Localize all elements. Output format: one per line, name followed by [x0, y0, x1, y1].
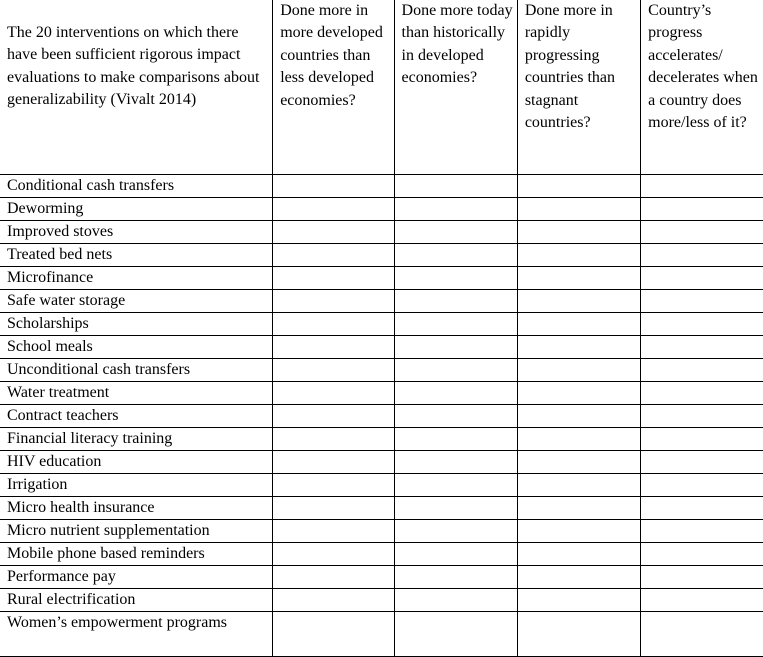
- empty-cell: [517, 197, 640, 220]
- empty-cell: [517, 427, 640, 450]
- empty-cell: [641, 450, 763, 473]
- empty-cell: [273, 266, 394, 289]
- intervention-name: Safe water storage: [0, 289, 273, 312]
- intervention-name: Improved stoves: [0, 220, 273, 243]
- empty-cell: [517, 381, 640, 404]
- empty-cell: [273, 473, 394, 496]
- table-row: [0, 565, 763, 588]
- empty-cell: [517, 565, 640, 588]
- table-row: [0, 404, 763, 427]
- empty-cell: [394, 197, 517, 220]
- intervention-name: Water treatment: [0, 381, 273, 404]
- empty-cell: [641, 289, 763, 312]
- empty-cell: [641, 381, 763, 404]
- empty-cell: [517, 611, 640, 656]
- empty-cell: [394, 358, 517, 381]
- empty-cell: [394, 289, 517, 312]
- empty-cell: [394, 496, 517, 519]
- empty-cell: [273, 220, 394, 243]
- empty-cell: [394, 335, 517, 358]
- intervention-name: Mobile phone based reminders: [0, 542, 273, 565]
- empty-cell: [394, 404, 517, 427]
- intervention-name: Microfinance: [0, 266, 273, 289]
- empty-cell: [273, 565, 394, 588]
- empty-cell: [641, 404, 763, 427]
- empty-cell: [273, 496, 394, 519]
- empty-cell: [273, 588, 394, 611]
- table-row: [0, 427, 763, 450]
- empty-cell: [641, 611, 763, 656]
- empty-cell: [394, 220, 517, 243]
- empty-cell: [394, 519, 517, 542]
- intervention-name: Micro health insurance: [0, 496, 273, 519]
- empty-cell: [641, 197, 763, 220]
- intervention-name: Unconditional cash transfers: [0, 358, 273, 381]
- empty-cell: [394, 542, 517, 565]
- intervention-name: Contract teachers: [0, 404, 273, 427]
- empty-cell: [273, 381, 394, 404]
- header-row: [0, 0, 763, 174]
- intervention-name: Financial literacy training: [0, 427, 273, 450]
- intervention-name: HIV education: [0, 450, 273, 473]
- empty-cell: [517, 266, 640, 289]
- empty-cell: [273, 427, 394, 450]
- empty-cell: [641, 335, 763, 358]
- empty-cell: [641, 427, 763, 450]
- header-developed-vs-less: Done more in more developed countries than less developed economies?: [273, 0, 394, 174]
- empty-cell: [517, 243, 640, 266]
- empty-cell: [394, 565, 517, 588]
- empty-cell: [641, 358, 763, 381]
- intervention-name: School meals: [0, 335, 273, 358]
- table-row: [0, 496, 763, 519]
- table-row: [0, 519, 763, 542]
- header-progress-accelerates: Country’s progress accelerates/ decelerates when a country does more/less of it?: [641, 0, 763, 174]
- empty-cell: [517, 519, 640, 542]
- empty-cell: [641, 473, 763, 496]
- empty-cell: [394, 427, 517, 450]
- header-interventions: The 20 interventions on which there have been sufficient rigorous impact evaluations to make comparisons about generalizability (Vivalt 2014): [0, 0, 273, 174]
- empty-cell: [641, 243, 763, 266]
- table-row: [0, 588, 763, 611]
- empty-cell: [394, 611, 517, 656]
- empty-cell: [641, 519, 763, 542]
- empty-cell: [394, 473, 517, 496]
- intervention-name: Scholarships: [0, 312, 273, 335]
- empty-cell: [517, 289, 640, 312]
- empty-cell: [517, 542, 640, 565]
- intervention-name: Conditional cash transfers: [0, 174, 273, 197]
- table-row: [0, 174, 763, 197]
- empty-cell: [273, 358, 394, 381]
- table-row: [0, 266, 763, 289]
- empty-cell: [394, 174, 517, 197]
- table-row: [0, 289, 763, 312]
- intervention-name: Women’s empowerment programs: [0, 611, 273, 656]
- intervention-name: Deworming: [0, 197, 273, 220]
- intervention-name: Performance pay: [0, 565, 273, 588]
- empty-cell: [273, 174, 394, 197]
- empty-cell: [394, 266, 517, 289]
- header-today-vs-historically: Done more today than historically in developed economies?: [394, 0, 517, 174]
- empty-cell: [394, 588, 517, 611]
- empty-cell: [394, 450, 517, 473]
- empty-cell: [517, 588, 640, 611]
- empty-cell: [394, 312, 517, 335]
- empty-cell: [517, 404, 640, 427]
- empty-cell: [641, 542, 763, 565]
- empty-cell: [394, 381, 517, 404]
- empty-cell: [273, 335, 394, 358]
- intervention-name: Rural electrification: [0, 588, 273, 611]
- empty-cell: [641, 588, 763, 611]
- empty-cell: [273, 519, 394, 542]
- empty-cell: [273, 289, 394, 312]
- empty-cell: [517, 450, 640, 473]
- table-row: [0, 611, 763, 656]
- empty-cell: [517, 220, 640, 243]
- intervention-name: Irrigation: [0, 473, 273, 496]
- table-row: [0, 312, 763, 335]
- empty-cell: [641, 312, 763, 335]
- empty-cell: [394, 243, 517, 266]
- empty-cell: [641, 174, 763, 197]
- intervention-name: Micro nutrient supplementation: [0, 519, 273, 542]
- empty-cell: [273, 243, 394, 266]
- empty-cell: [273, 542, 394, 565]
- table-row: [0, 473, 763, 496]
- table-row: [0, 542, 763, 565]
- table-row: [0, 335, 763, 358]
- empty-cell: [273, 312, 394, 335]
- empty-cell: [641, 565, 763, 588]
- empty-cell: [273, 611, 394, 656]
- table-row: [0, 220, 763, 243]
- empty-cell: [517, 174, 640, 197]
- empty-cell: [641, 220, 763, 243]
- empty-cell: [641, 496, 763, 519]
- empty-cell: [517, 335, 640, 358]
- table-row: [0, 381, 763, 404]
- empty-cell: [517, 312, 640, 335]
- table-row: [0, 197, 763, 220]
- intervention-name: Treated bed nets: [0, 243, 273, 266]
- table-row: [0, 450, 763, 473]
- empty-cell: [641, 266, 763, 289]
- empty-cell: [517, 358, 640, 381]
- table-row: [0, 243, 763, 266]
- empty-cell: [273, 404, 394, 427]
- header-rapid-vs-stagnant: Done more in rapidly progressing countries than stagnant countries?: [517, 0, 640, 174]
- table-row: [0, 358, 763, 381]
- empty-cell: [517, 496, 640, 519]
- empty-cell: [517, 473, 640, 496]
- empty-cell: [273, 450, 394, 473]
- empty-cell: [273, 197, 394, 220]
